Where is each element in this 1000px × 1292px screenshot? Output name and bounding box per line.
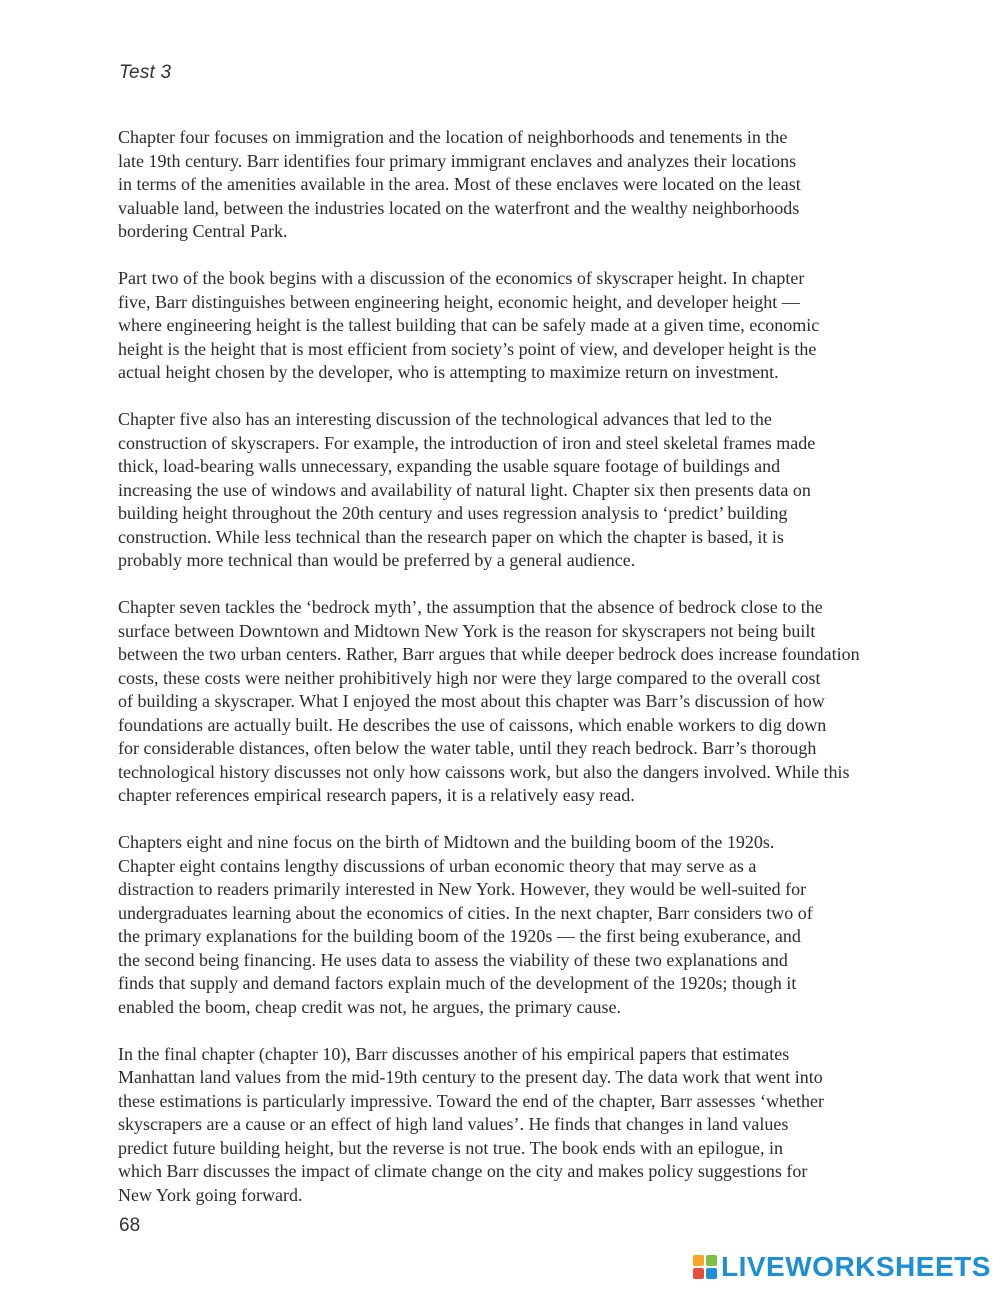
logo-square-3 <box>693 1268 704 1279</box>
liveworksheets-watermark <box>693 1250 991 1284</box>
logo-square-1 <box>693 1255 704 1266</box>
logo-square-4 <box>706 1268 717 1279</box>
paragraph-chapter-four: Chapter four focuses on immigration and the location of neighborhoods and tenements in the late 19th century. Barr identifies four primary immigrant enclaves and analyzes their locations in terms of the amenities available in the area. Most of these enclaves were located on the least valuable land, between the industries located on the waterfront and the wealthy neighborhoods bordering Central Park. <box>118 127 801 241</box>
page-number: 68 <box>119 1215 141 1236</box>
liveworksheets-logo-icon <box>693 1255 717 1279</box>
paragraph-chapters-eight-nine: Chapters eight and nine focus on the birth of Midtown and the building boom of the 1920s. Chapter eight contains lengthy discussions of urban economic theory that may serve as a distraction to readers primarily interested in New York. However, they would be well-suited for undergraduates learning about the economics of cities. In the next chapter, Barr considers two of the primary explanations for the building boom of the 1920s — the first being exuberance, and the second being financing. He uses data to assess the viability of these two explanations and finds that supply and demand factors explain much of the development of the 1920s; though it enabled the boom, cheap credit was not, he argues, the primary cause. <box>118 832 813 1017</box>
paragraph-final-chapter: In the final chapter (chapter 10), Barr discusses another of his empirical papers that estimates Manhattan land values from the mid-19th century to the present day. The data work that went into these estimations is particularly impressive. Toward the end of the chapter, Barr assesses ‘whether skyscrapers are a cause or an effect of high land values’. He finds that changes in land values predict future building height, but the reverse is not true. The book ends with an epilogue, in which Barr discusses the impact of climate change on the city and makes policy suggestions for New York going forward. <box>118 1043 824 1205</box>
paragraph-chapter-five: Chapter five also has an interesting discussion of the technological advances that led to the construction of skyscrapers. For example, the introduction of iron and steel skeletal frames made thick, load-bearing walls unnecessary, expanding the usable square footage of buildings and increasing the use of windows and availability of natural light. Chapter six then presents data on building height throughout the 20th century and uses regression analysis to ‘predict’ building construction. While less technical than the research paper on which the chapter is based, it is probably more technical than would be preferred by a general audience. <box>118 409 816 570</box>
paragraph-part-two: Part two of the book begins with a discussion of the economics of skyscraper height. In chapter five, Barr distinguishes between engineering height, economic height, and developer height — where engineering height is the tallest building that can be safely made at a given time, economic height is the height that is most efficient from society’s point of view, and developer height is the actual height chosen by the developer, who is attempting to maximize return on investment. <box>118 268 820 382</box>
document-body <box>118 126 908 1231</box>
page-header-title: Test 3 <box>119 62 172 83</box>
logo-square-2 <box>706 1255 717 1266</box>
paragraph-chapter-seven: Chapter seven tackles the ‘bedrock myth’, the assumption that the absence of bedrock close to the surface between Downtown and Midtown New York is the reason for skyscrapers not being built between the two urban centers. Rather, Barr argues that while deeper bedrock does increase foundation costs, these costs were neither prohibitively high nor were they large compared to the overall cost of building a skyscraper. What I enjoyed the most about this chapter was Barr’s discussion of how foundations are actually built. He describes the use of caissons, which enable workers to dig down for considerable distances, often below the water table, until they reach bedrock. Barr’s thorough technological history discusses not only how caissons work, but also the dangers involved. While this chapter references empirical research papers, it is a relatively easy read. <box>118 597 860 805</box>
watermark-text: LIVEWORKSHEETS <box>721 1251 991 1282</box>
